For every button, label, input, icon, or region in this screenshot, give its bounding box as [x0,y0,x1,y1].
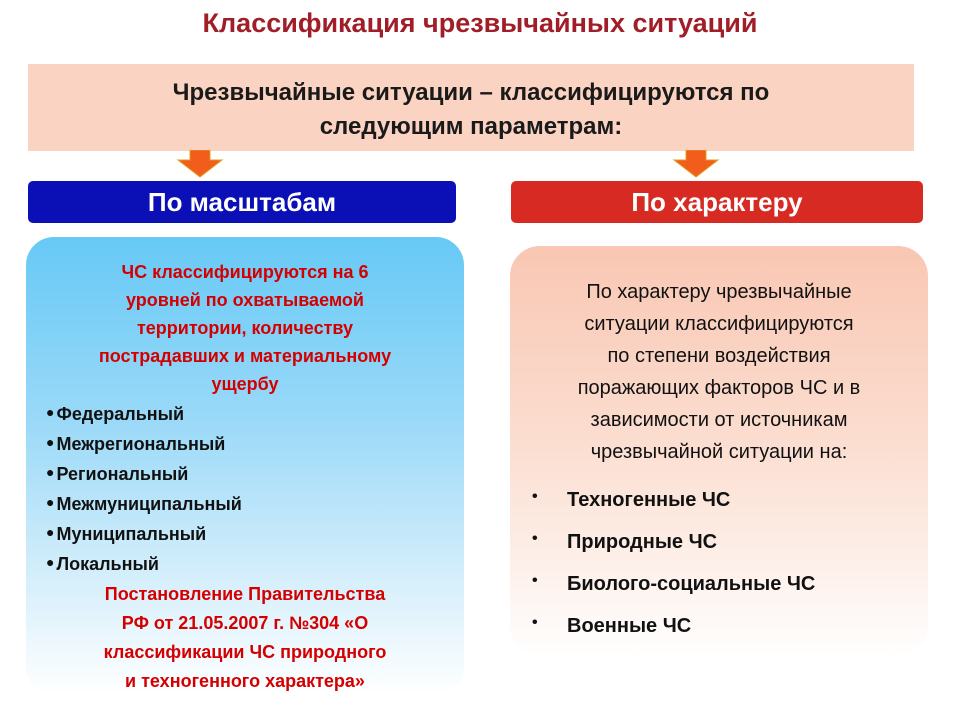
decree-line: Постановление Правительства [104,584,386,604]
list-item-label: Межмуниципальный [56,494,242,514]
down-arrow-icon [176,150,224,178]
slide-title: Классификация чрезвычайных ситуаций [202,8,758,38]
bullet-icon: • [532,530,538,547]
character-types-list [510,480,928,648]
intro-line: по степени воздействия [607,345,831,367]
intro-line: поражающих факторов ЧС и в [577,377,861,399]
down-arrow-icon [672,150,720,178]
list-item-label: Военные ЧС [567,615,692,637]
scale-panel [26,237,464,695]
intro-line: По характеру чрезвычайные [586,281,852,303]
bullet-icon: ● [46,464,55,480]
character-panel [510,246,928,656]
bullet-icon: • [532,614,538,631]
character-header: По характеру [511,181,923,223]
list-item [46,430,464,460]
list-item [46,520,464,550]
list-item-label: Природные ЧС [567,531,718,553]
list-item-label: Межрегиональный [56,434,226,454]
bullet-icon: ● [46,554,55,570]
list-item [46,490,464,520]
list-item [46,550,464,580]
list-item [46,460,464,490]
decree-line: РФ от 21.05.2007 г. №304 «О [121,613,369,633]
list-item [532,564,928,606]
list-item [532,606,928,648]
list-item-label: Техногенные ЧС [567,489,731,511]
intro-line: пострадавших и материальному [98,346,392,366]
bullet-icon: • [532,488,538,505]
intro-line: территории, количеству [136,318,354,338]
decree-line: и техногенного характера» [125,671,365,691]
intro-line: уровней по охватываемой [126,290,364,310]
intro-line: ЧС классифицируются на 6 [121,262,369,282]
intro-line: ситуации классифицируются [584,313,854,335]
scale-levels-list [26,400,464,580]
list-item [532,480,928,522]
banner-line-1: Чрезвычайные ситуации – классифицируются по [172,79,770,106]
scale-header: По масштабам [28,181,456,223]
bullet-icon: ● [46,524,55,540]
intro-line: зависимости от источникам [590,409,848,431]
intro-line: ущербу [211,374,279,394]
definition-banner [28,64,914,151]
list-item-label: Локальный [56,554,159,574]
list-item [46,400,464,430]
list-item-label: Региональный [56,464,189,484]
decree-reference [44,580,446,696]
bullet-icon: • [532,572,538,589]
intro-line: чрезвычайной ситуации на: [590,441,848,463]
list-item-label: Биолого-социальные ЧС [567,573,816,595]
bullet-icon: ● [46,434,55,450]
bullet-icon: ● [46,494,55,510]
list-item-label: Муниципальный [56,524,207,544]
list-item-label: Федеральный [56,404,185,424]
character-intro [524,276,914,468]
bullet-icon: ● [46,404,55,420]
decree-line: классификации ЧС природного [103,642,387,662]
banner-line-2: следующим параметрам: [319,113,623,140]
list-item [532,522,928,564]
scale-intro [48,258,442,398]
